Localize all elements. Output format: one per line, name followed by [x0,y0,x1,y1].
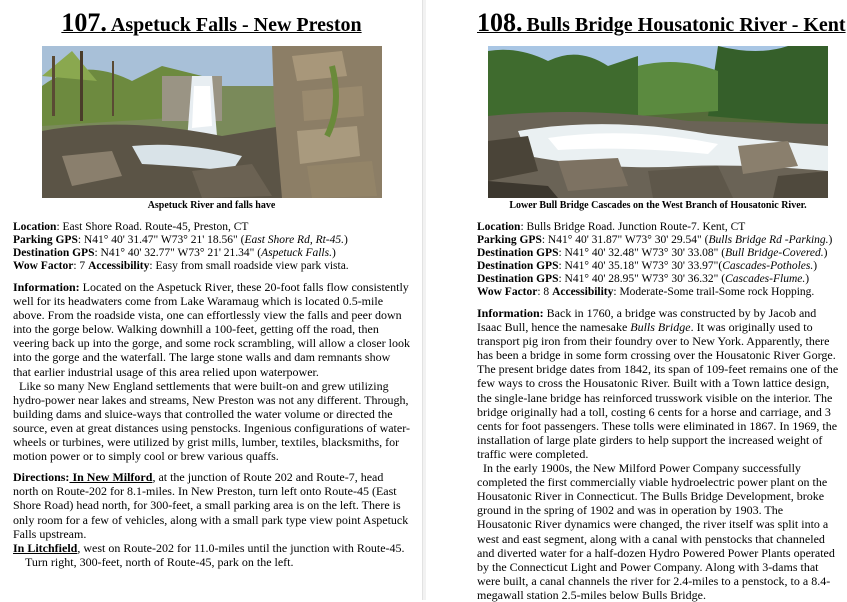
right-access-value: : Moderate-Some trail-Some rock Hopping. [613,286,815,298]
right-info-p2: In the early 1900s, the New Milford Power Company successfully completed the first commercially viable hydroelectric power plant on the Housatonic River in Connecticut. The Bulls Bridge Development, broke ground in the spring of 1902 and was in operation by 1903. The Housatonic River dynamics were changed, the river itself was split into a west and east segment, along with a canal with penstocks that channeled and diverted water for a half-dozen Hydro Powered Power Plants operated by the Connecticut Light and Power Company. Along with 3-dams that were built, a canal channels the river for 2.4-miles to a penstock, to a 8.4-megawall station 2.5-miles below Bulls Bridge. [477,461,835,602]
right-location [477,221,839,234]
right-title-text: Bulls Bridge Housatonic River - Kent [526,14,846,36]
right-info-p1b: . It was originally used to transport pig iron from their foundry over to New York. Apparently, there has been a bridge in some form crossing over the Housatonic River Gorge. The present bridge dates from 1842, its span of 109-feet remains one of the few ways to cross the Housatonic River. Built with a Town lattice design, the single-lane bridge has reinforced trusswork visible on the interior. The bridge originally had a toll, costing 6 cents for a horse and carriage, and 3 cents for foot passengers. These tolls were eliminated in 1867. In 1969, the installation of large plate girders to help support the increased weight of traffic were completed. [477,320,839,461]
right-dest1-label: Destination GPS [477,247,559,259]
left-dir-text2: , west on Route-202 for 11.0-miles until the junction with Route-45. Turn right, 300-feet, north of Route-45, park on the left. [25,540,405,569]
right-location-value: : Bulls Bridge Road. Junction Route-7. Kent, CT [520,221,746,233]
right-info-label: Information: [477,306,544,320]
aspetuck-falls-photo [42,46,382,198]
left-access-label: Accessibility [88,260,150,272]
left-info-label: Information: [13,280,80,294]
right-parking-value: : N41° 40' 31.87" W73° 30' 29.54" ( [541,234,709,246]
left-dir-place2: In Litchfield [13,540,78,555]
left-destination-note: Aspetuck Falls. [261,247,332,259]
right-destination-2: Destination GPS: N41° 40' 35.18" W73° 30' 33.97"(Cascades-Potholes.) [477,260,818,272]
left-wow-label: Wow Factor [13,260,74,272]
left-location-label: Location [13,221,57,233]
left-info-p2: Like so many New England settlements that were built-on and grew utilizing hydro-power near lakes and streams, New Preston was not any different. Through, building dams and sluice-ways that controlled the water volume or directed the source, even at great distances using penstocks. Ingenious configurations of water-wheels or turbines, were utilized by grist mills, lumber, textiles, blacksmiths, for motion power or to simply cool or brew various quaffs. [13,378,410,464]
left-wow [13,260,410,273]
right-destination-3: Destination GPS: N41° 40' 28.95" W73° 30' 36.32" (Cascades-Flume.) [477,273,810,285]
left-info-block [13,221,410,273]
right-wow-value: : 8 [537,286,553,298]
right-dest1-value: : N41° 40' 32.48" W73° 30' 33.08" ( [558,247,726,259]
right-wow [477,286,839,299]
left-parking-value: : N41° 40' 31.47" W73° 21' 18.56" ( [77,234,245,246]
right-information [477,306,839,602]
right-dest2-value: : N41° 40' 35.18" W73° 30' 33.97"( [558,260,723,272]
right-location-label: Location [477,221,521,233]
left-destination-value: : N41° 40' 32.77" W73° 21' 21.34" ( [94,247,262,259]
right-wow-label: Wow Factor [477,286,538,298]
bulls-bridge-photo-graphic [488,46,828,198]
left-title-number: 107. [61,8,107,37]
right-dest3-label: Destination GPS [477,273,559,285]
left-destination-label: Destination GPS [13,247,95,259]
aspetuck-falls-photo-graphic [42,46,382,198]
right-dest2-label: Destination GPS [477,260,559,272]
left-location [13,221,410,234]
left-page [0,0,422,600]
right-dest3-note: Cascades-Flume. [725,273,806,285]
bulls-bridge-photo [488,46,828,198]
right-parking: Parking GPS: N41° 40' 31.87" W73° 30' 29.54" (Bulls Bridge Rd -Parking.) [477,234,833,246]
right-info-p1a: Back in 1760, a bridge was constructed by by Jacob and Isaac Bull, hence the namesake [477,306,817,335]
left-photo-caption: Aspetuck River and falls have [147,200,276,211]
right-photo-caption: Lower Bull Bridge Cascades on the West Branch of Housatonic River. [509,200,807,211]
left-dir-label: Directions: [13,470,70,485]
right-info-p1-italic: Bulls Bridge [630,320,691,335]
left-title [13,10,410,40]
left-parking-label: Parking GPS [13,234,78,246]
right-dest3-value: : N41° 40' 28.95" W73° 30' 36.32" ( [558,273,726,285]
right-parking-note: Bulls Bridge Rd -Parking. [708,234,829,246]
left-location-value: : East Shore Road. Route-45, Preston, CT [56,221,249,233]
right-title-number: 108. [477,8,523,37]
left-parking-note: East Shore Rd, Rt-45. [244,234,344,246]
right-info-block [477,221,839,299]
left-dir-place1: In New Milford [69,470,153,485]
left-title-text: Aspetuck Falls - New Preston [110,14,362,36]
left-information [13,280,410,463]
left-access-value: : Easy from small roadside view park vista. [149,260,349,272]
right-access-label: Accessibility [552,286,614,298]
right-dest2-note: Cascades-Potholes. [722,260,814,272]
left-directions [13,470,410,569]
left-wow-value: : 7 [73,260,89,272]
left-parking: Parking GPS: N41° 40' 31.47" W73° 21' 18.56" (East Shore Rd, Rt-45.) [13,234,348,246]
right-destination-1: Destination GPS: N41° 40' 32.48" W73° 30' 33.08" (Bull Bridge-Covered.) [477,247,828,259]
right-parking-label: Parking GPS [477,234,542,246]
right-title [477,8,846,40]
right-dest1-note: Bull Bridge-Covered. [725,247,824,259]
left-destination: Destination GPS: N41° 40' 32.77" W73° 21' 21.34" (Aspetuck Falls.) [13,247,336,259]
left-info-p1: Located on the Aspetuck River, these 20-foot falls flow consistently well for its headwaters come from Lake Waramaug which is located 0.5-mile above. From the roadside vista, one can effortlessly view the falls and peer down into the gorge below. Walking downhill a 100-feet, getting off the road, then veering back up into the gorge, and some rock scrambling, will allow a closer look into the gorge and the waterfall. The large stone walls and dam remnants show that earlier industrial usage of this area relied upon waterpower. [13,280,411,379]
right-page [425,0,847,600]
left-dir-text1: , at the junction of Route 202 and Route-7, head north on Route-202 for 8.1-miles. In New Preston, turn left onto Route-45 (East Shore Road) head north, for 300-feet, a small parking area is on the left. There is only room for a few of vehicles, along with a small park type view point Aspetuck Falls upstream. [13,470,409,541]
